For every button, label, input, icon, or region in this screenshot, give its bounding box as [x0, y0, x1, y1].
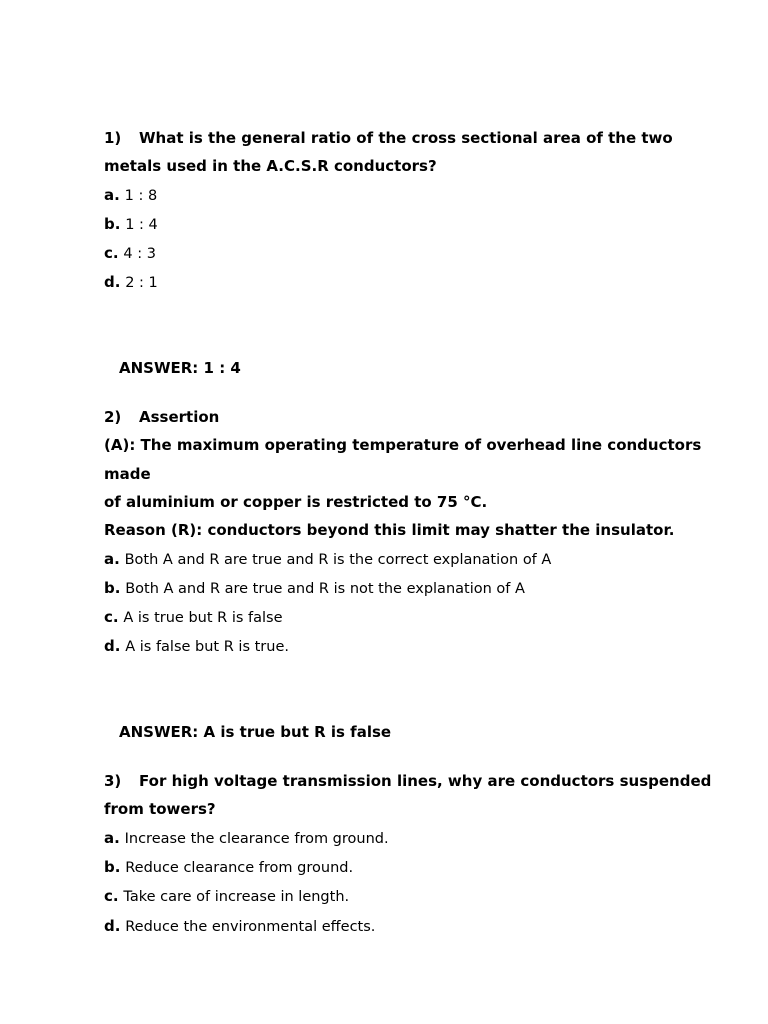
option-text: 2 : 1 — [125, 275, 158, 292]
question-3-text-line-2: from towers? — [104, 800, 216, 819]
question-2-option-d — [104, 632, 744, 661]
question-1 — [104, 124, 744, 403]
option-text: 1 : 8 — [124, 187, 158, 204]
question-1-option-d — [104, 268, 744, 297]
question-1-line-1 — [104, 124, 744, 152]
option-letter: a. — [104, 828, 120, 847]
option-letter: c. — [104, 887, 119, 906]
question-2-option-a — [104, 545, 744, 574]
question-2-text-line-1: Assertion — [139, 408, 220, 427]
option-text: Both A and R are true and R is the correct explanation of A — [124, 551, 552, 568]
option-text: Reduce the environmental effects. — [125, 918, 376, 935]
spacer — [104, 382, 744, 403]
question-2-option-b — [104, 574, 744, 603]
question-1-option-c — [104, 239, 744, 268]
option-letter: b. — [104, 214, 121, 233]
question-2-text-line-2: (A): The maximum operating temperature of overhead line conductors — [104, 436, 702, 455]
question-2-text-line-4: of aluminium or copper is restricted to 75 °C. — [104, 492, 488, 511]
option-text: Both A and R are true and R is not the explanation of A — [125, 580, 525, 597]
question-3-number: 3) — [104, 772, 122, 791]
question-1-number: 1) — [104, 129, 122, 147]
question-2 — [104, 403, 744, 767]
option-text: 1 : 4 — [125, 216, 158, 233]
spacer — [104, 746, 744, 767]
question-3-option-b — [104, 853, 744, 882]
question-3 — [104, 767, 744, 941]
question-2-option-c — [104, 603, 744, 632]
question-2-number: 2) — [104, 408, 122, 427]
question-3-line-1 — [104, 767, 744, 795]
option-letter: a. — [104, 549, 120, 568]
option-letter: c. — [104, 608, 119, 627]
option-letter: d. — [104, 916, 121, 935]
question-1-option-b — [104, 210, 744, 239]
option-text: A is true but R is false — [123, 610, 283, 627]
question-3-option-d — [104, 912, 744, 941]
option-letter: b. — [104, 857, 121, 876]
question-2-answer: ANSWER: A is true but R is false — [119, 722, 392, 741]
option-letter: d. — [104, 637, 121, 656]
option-letter: b. — [104, 578, 121, 597]
question-3-text-line-1: For high voltage transmission lines, why are conductors suspended — [139, 772, 712, 791]
question-3-option-a — [104, 824, 744, 853]
question-1-text-line-1: What is the general ratio of the cross sectional area of the two — [139, 129, 673, 147]
option-text: 4 : 3 — [123, 246, 156, 263]
spacer — [104, 662, 744, 718]
option-letter: d. — [104, 273, 121, 292]
option-letter: c. — [104, 244, 119, 263]
question-1-option-a — [104, 181, 744, 210]
question-1-answer: ANSWER: 1 : 4 — [119, 358, 241, 377]
question-1-text-line-2: metals used in the A.C.S.R conductors? — [104, 157, 437, 176]
option-text: Take care of increase in length. — [123, 889, 350, 906]
option-text: Reduce clearance from ground. — [125, 859, 354, 876]
option-text: A is false but R is true. — [125, 639, 289, 656]
document-page — [104, 124, 744, 941]
question-2-line-1 — [104, 403, 744, 431]
option-text: Increase the clearance from ground. — [124, 830, 389, 847]
option-letter: a. — [104, 185, 120, 204]
question-2-text-line-3: made — [104, 464, 151, 483]
spacer — [104, 298, 744, 354]
question-3-option-c — [104, 882, 744, 911]
question-2-text-line-5: Reason (R): conductors beyond this limit may shatter the insulator. — [104, 521, 675, 540]
